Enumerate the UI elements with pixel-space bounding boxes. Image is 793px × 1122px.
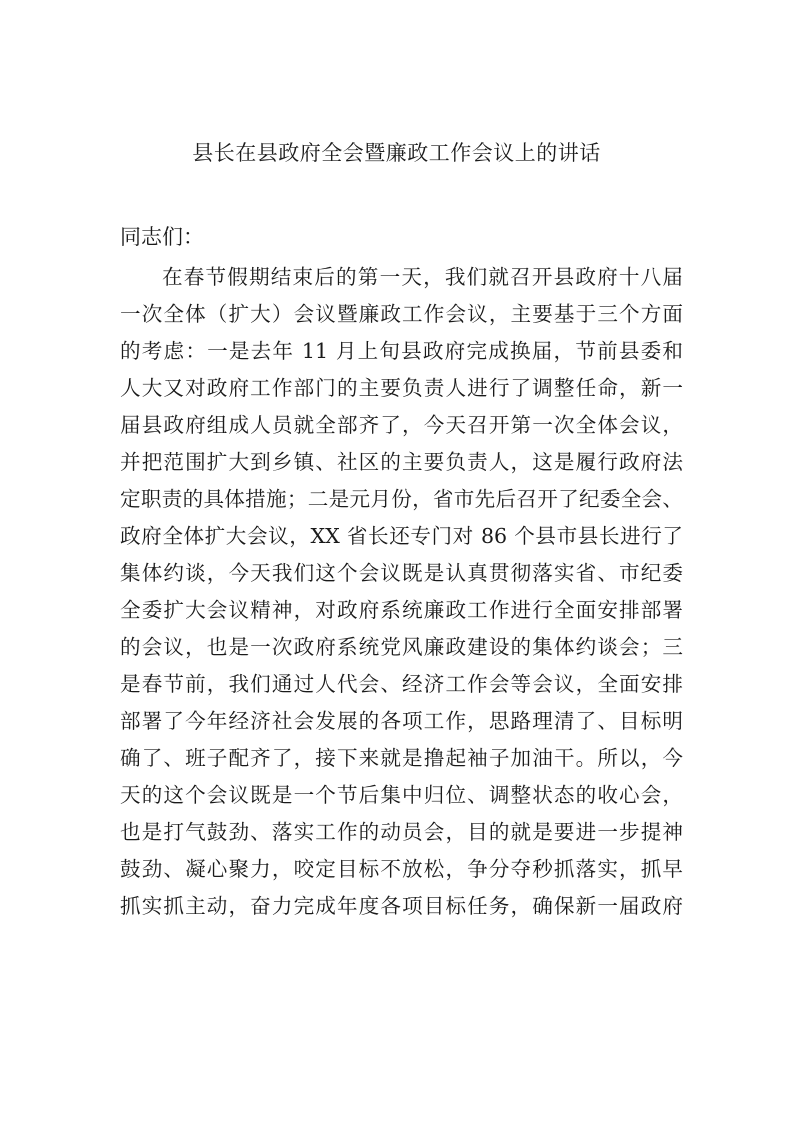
paragraph-line: 部署了今年经济社会发展的各项工作，思路理清了、目标明: [120, 709, 683, 733]
paragraph-line: 政府全体扩大会议，XX 省长还专门对 86 个县市县长进行了: [120, 524, 683, 548]
paragraph-line: 天的这个会议既是一个节后集中归位、调整状态的收心会，: [120, 783, 683, 807]
paragraph-line: 全委扩大会议精神，对政府系统廉政工作进行全面安排部署: [120, 598, 683, 622]
paragraph-line: 的会议，也是一次政府系统党风廉政建设的集体约谈会；三: [120, 635, 683, 659]
paragraph-line: 鼓劲、凝心聚力，咬定目标不放松，争分夺秒抓落实，抓早: [120, 857, 683, 881]
paragraph-line: 也是打气鼓劲、落实工作的动员会，目的就是要进一步提神: [120, 820, 683, 844]
paragraph-line: 人大又对政府工作部门的主要负责人进行了调整任命，新一: [120, 376, 683, 400]
paragraph-line: 抓实抓主动，奋力完成年度各项目标任务，确保新一届政府: [120, 894, 683, 918]
paragraph-line: 定职责的具体措施；二是元月份，省市先后召开了纪委全会、: [120, 487, 683, 511]
paragraph-line: 在春节假期结束后的第一天，我们就召开县政府十八届: [162, 265, 683, 289]
paragraph-line: 并把范围扩大到乡镇、社区的主要负责人，这是履行政府法: [120, 450, 683, 474]
paragraph-line: 届县政府组成人员就全部齐了，今天召开第一次全体会议，: [120, 413, 683, 437]
paragraph-line: 一次全体（扩大）会议暨廉政工作会议，主要基于三个方面: [120, 302, 683, 326]
paragraph-line: 是春节前，我们通过人代会、经济工作会等会议，全面安排: [120, 672, 683, 696]
salutation: 同志们：: [120, 225, 204, 249]
document-title: 县长在县政府全会暨廉政工作会议上的讲话: [192, 141, 601, 165]
paragraph-line: 确了、班子配齐了，接下来就是撸起袖子加油干。所以，今: [120, 746, 683, 770]
body-paragraph: [120, 262, 683, 928]
paragraph-line: 的考虑：一是去年 11 月上旬县政府完成换届，节前县委和: [120, 339, 683, 363]
paragraph-line: 集体约谈，今天我们这个会议既是认真贯彻落实省、市纪委: [120, 561, 683, 585]
